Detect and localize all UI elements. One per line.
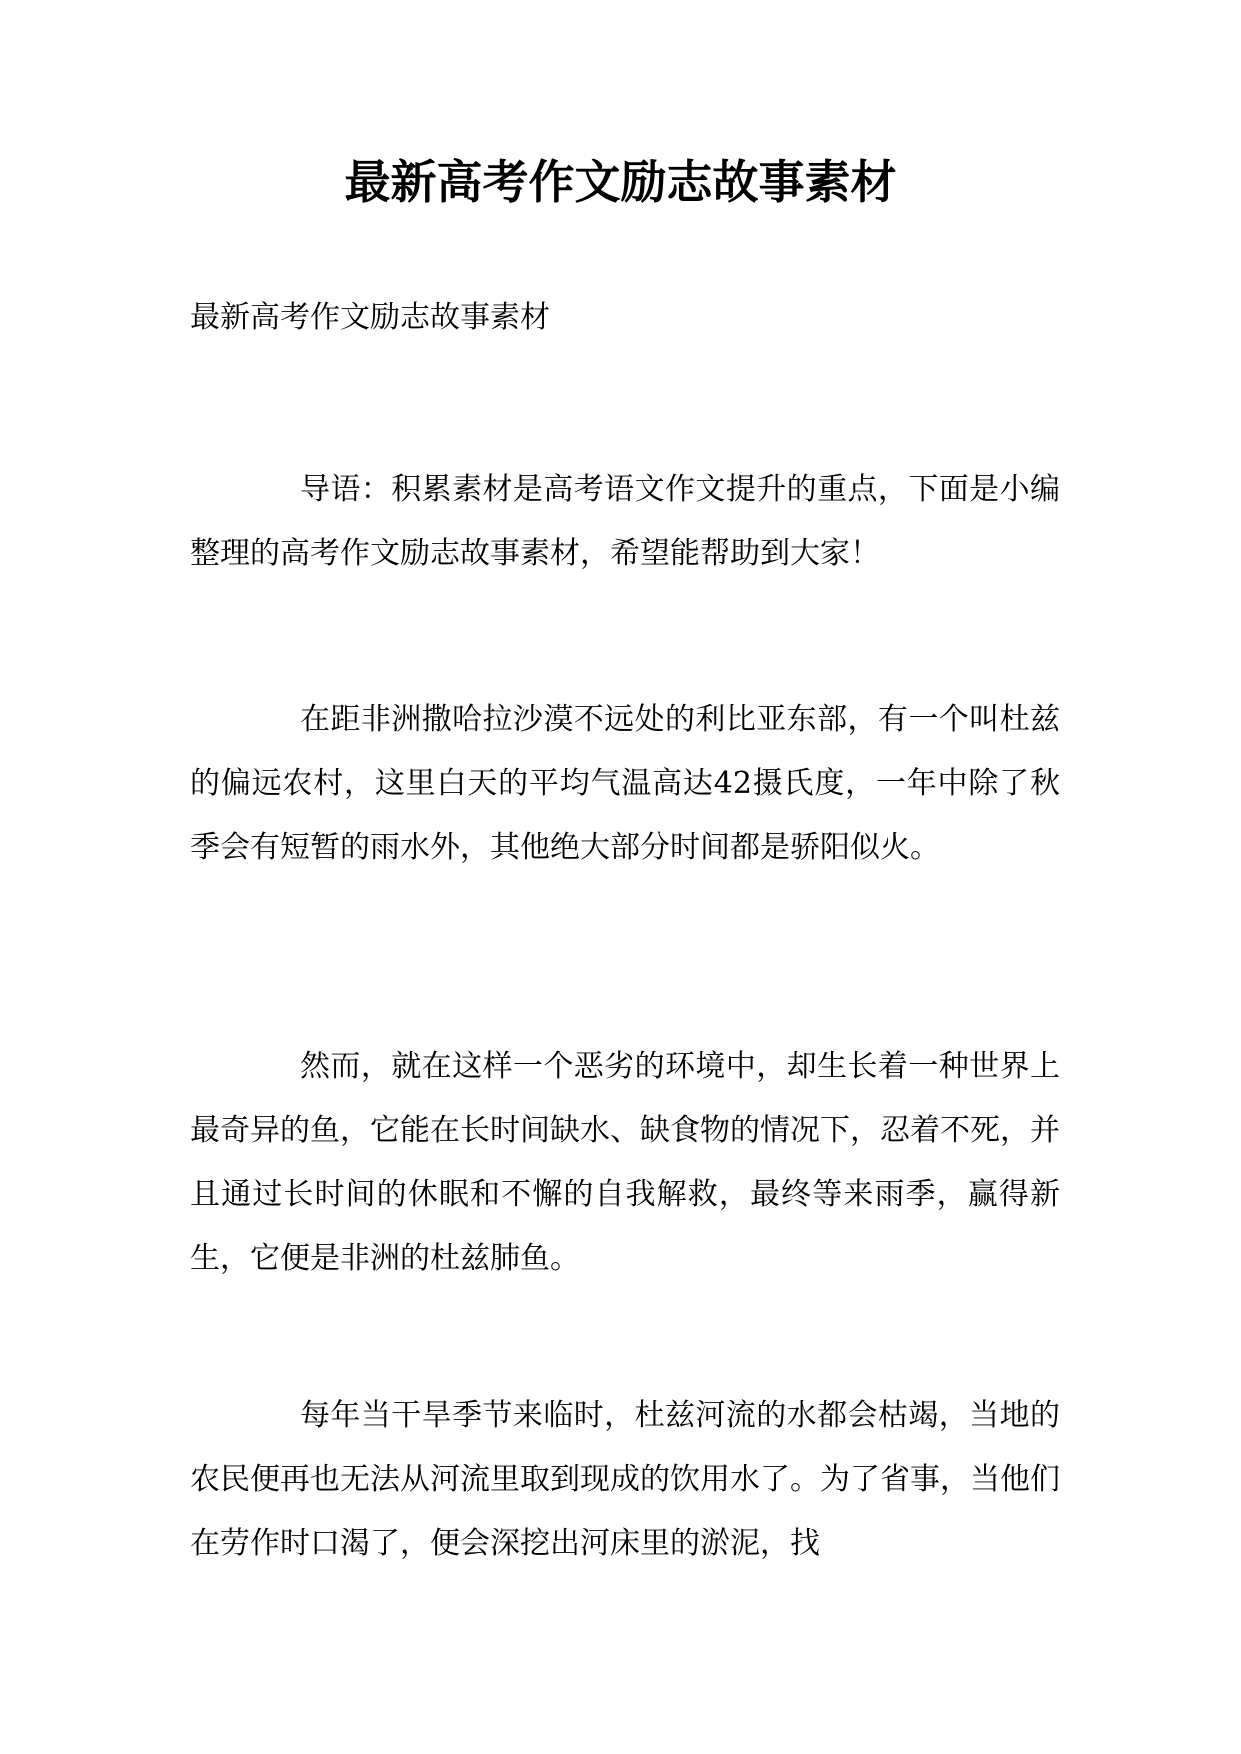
paragraph-3: 然而，就在这样一个恶劣的环境中，却生长着一种世界上最奇异的鱼，它能在长时间缺水、缺食物的情况下，忍着不死，并且通过长时间的休眠和不懈的自我解救，最终等来雨季，赢得新生，它便是非洲的杜兹肺鱼。: [190, 1049, 1060, 1276]
paragraph-2: 在距非洲撒哈拉沙漠不远处的利比亚东部，有一个叫杜兹的偏远农村，这里白天的平均气温高达42摄氏度，一年中除了秋季会有短暂的雨水外，其他绝大部分时间都是骄阳似火。: [190, 702, 1060, 865]
paragraph-4: 每年当干旱季节来临时，杜兹河流的水都会枯竭，当地的农民便再也无法从河流里取到现成的饮用水了。为了省事，当他们在劳作时口渴了，便会深挖出河床里的淤泥，找: [190, 1398, 1060, 1561]
paragraph-intro: 导语：积累素材是高考语文作文提升的重点，下面是小编整理的高考作文励志故事素材，希望能帮助到大家！: [190, 472, 1060, 571]
document-title: 最新高考作文励志故事素材: [344, 155, 897, 209]
document-subtitle: 最新高考作文励志故事素材: [190, 300, 550, 335]
